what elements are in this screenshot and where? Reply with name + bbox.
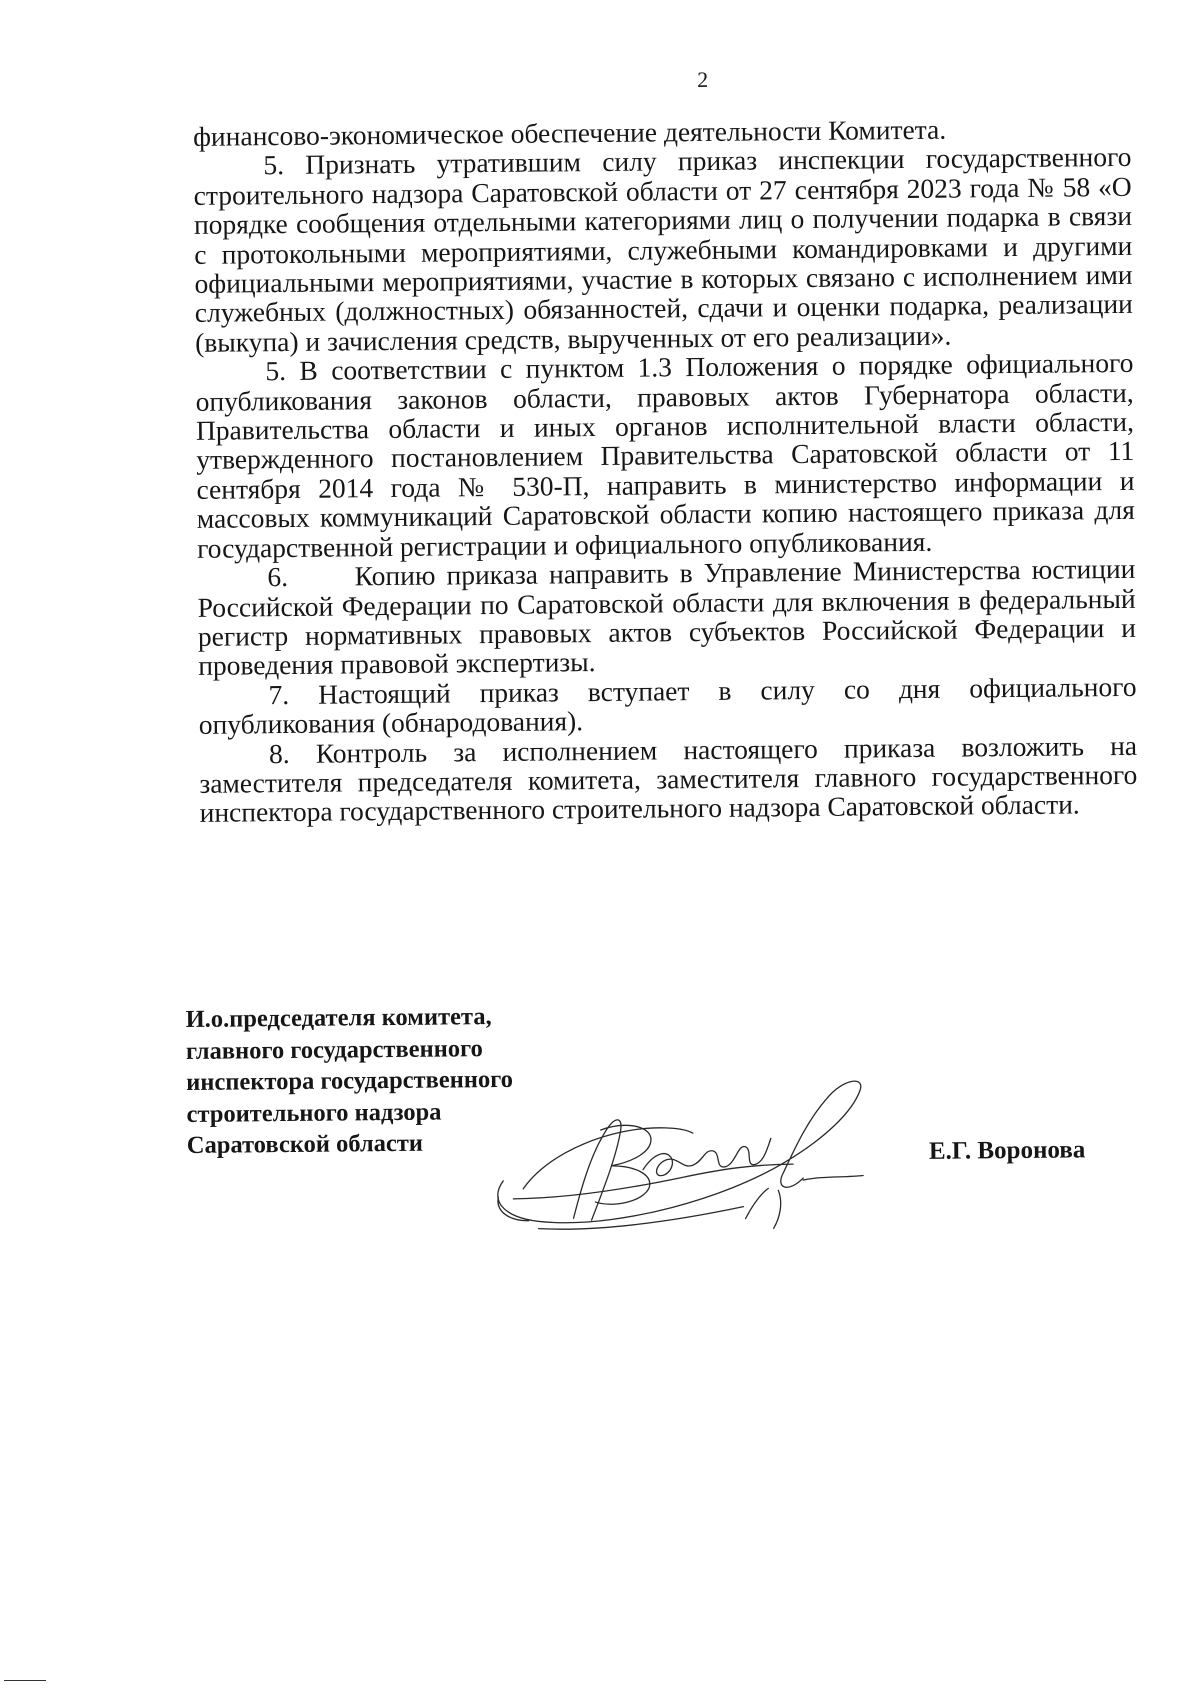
document-body bbox=[193, 113, 1143, 829]
scan-edge-mark bbox=[4, 1680, 46, 1681]
paragraph-5-repeal: 5. Признать утратившим силу приказ инспекции государственного строительного надзора Саратовской области от 27 сентября 2023 года № 58 «О порядке сообщения отдельными категориями лиц о получении подарка в связи с протокольными мероприятиями, служебными командировками и другими официальными мероприятиями, участие в которых связано с исполнением ими служебных (должностных) обязанностей, сдачи и оценки подарка, реализации (выкупа) и зачисления средств, вырученных от его реализации». bbox=[193, 141, 1133, 358]
paragraph-continuation: финансово-экономическое обеспечение деятельности Комитета. bbox=[193, 113, 947, 152]
signatory-name: Е.Г. Воронова bbox=[928, 1136, 1086, 1165]
signatory-title-line: И.о.председателя комитета, bbox=[185, 1003, 492, 1033]
signatory-title-line: инспектора государственного bbox=[186, 1065, 514, 1096]
handwritten-signature-icon bbox=[482, 1067, 904, 1246]
paragraph-6-registration: 6. Копию приказа направить в Управление Министерства юстиции Российской Федерации по Саратовской области для включения в федеральный регистр нормативных правовых актов субъектов Российской Федерации и проведения правовой экспертизы. bbox=[197, 552, 1143, 682]
signatory-title-line: строительного надзора bbox=[186, 1098, 442, 1128]
page-number: 2 bbox=[697, 66, 709, 93]
paragraph-5-publication: 5. В соответствии с пунктом 1.3 Положения о порядке официального опубликования законов области, правовых актов Губернатора области, Правительства области и иных органов исполнительной власти области, утвержденного постановлением Правительства Саратовской области от 11 сентября 2014 года № 530-П, направить в министерство информации и массовых коммуникаций Саратовской области копию настоящего приказа для государственной регистрации и официального опубликования. bbox=[195, 347, 1135, 564]
signatory-title-line: главного государственного bbox=[185, 1034, 483, 1065]
paragraph-8-control: 8. Контроль за исполнением настоящего приказа возложить на заместителя председателя комитета, заместителя главного государственного инспектора государственного строительного надзора Саратовской области. bbox=[199, 729, 1138, 829]
signatory-title-line: Саратовской области bbox=[186, 1129, 424, 1159]
paragraph-7-effective-date: 7. Настоящий приказ вступает в силу со дня официального опубликования (обнародования). bbox=[198, 670, 1137, 740]
